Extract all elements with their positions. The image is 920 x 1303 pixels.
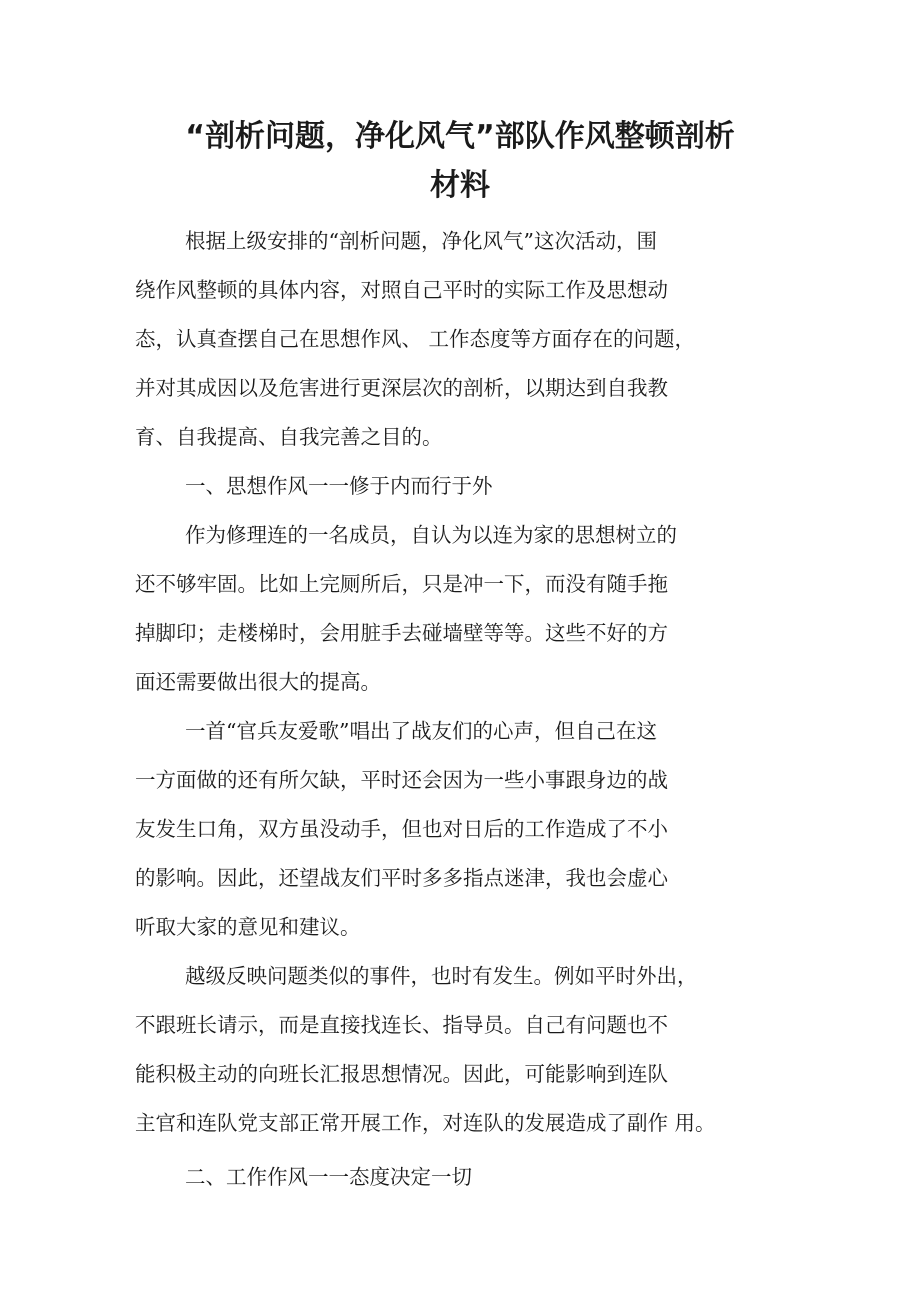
text-line: 态，认真查摆自己在思想作风、 工作态度等方面存在的问题，	[135, 327, 696, 351]
text-line: 友发生口角，双方虽没动手，但也对日后的工作造成了不小	[135, 817, 668, 841]
document-title-line-2: 材料	[430, 168, 490, 203]
document-title-line-1: “剖析问题，净化风气”部队作风整顿剖析	[185, 119, 735, 154]
text-line: 的影响。因此，还望战友们平时多多指点迷津，我也会虚心	[135, 866, 668, 890]
text-line: 听取大家的意见和建议。	[135, 915, 361, 939]
section-heading: 二、工作作风一一态度决定一切	[185, 1165, 472, 1189]
text-line: 不跟班长请示，而是直接找连长、指导员。自己有问题也不	[135, 1013, 668, 1037]
text-line: 并对其成因以及危害进行更深层次的剖析，以期达到自我教	[135, 376, 668, 400]
text-line: 面还需要做出很大的提高。	[135, 670, 381, 694]
text-line: 掉脚印；走楼梯时，会用脏手去碰墙壁等等。这些不好的方	[135, 621, 668, 645]
text-line: 还不够牢固。比如上完厕所后，只是冲一下，而没有随手拖	[135, 572, 668, 596]
section-heading: 一、思想作风一一修于内而行于外	[185, 474, 493, 498]
text-line: 一方面做的还有所欠缺，平时还会因为一些小事跟身边的战	[135, 768, 668, 792]
text-line: 主官和连队党支部正常开展工作，对连队的发展造成了副作 用。	[135, 1111, 716, 1135]
text-line: 作为修理连的一名成员，自认为以连为家的思想树立的	[185, 523, 677, 547]
text-line: 根据上级安排的“剖析问题，净化风气”这次活动，围	[185, 229, 657, 253]
text-line: 育、自我提高、自我完善之目的。	[135, 425, 443, 449]
text-line: 越级反映问题类似的事件，也时有发生。例如平时外出，	[185, 964, 698, 988]
text-line: 绕作风整顿的具体内容，对照自己平时的实际工作及思想动	[135, 278, 668, 302]
text-line: 一首“官兵友爱歌”唱出了战友们的心声，但自己在这	[185, 719, 657, 743]
text-line: 能积极主动的向班长汇报思想情况。因此，可能影响到连队	[135, 1062, 668, 1086]
